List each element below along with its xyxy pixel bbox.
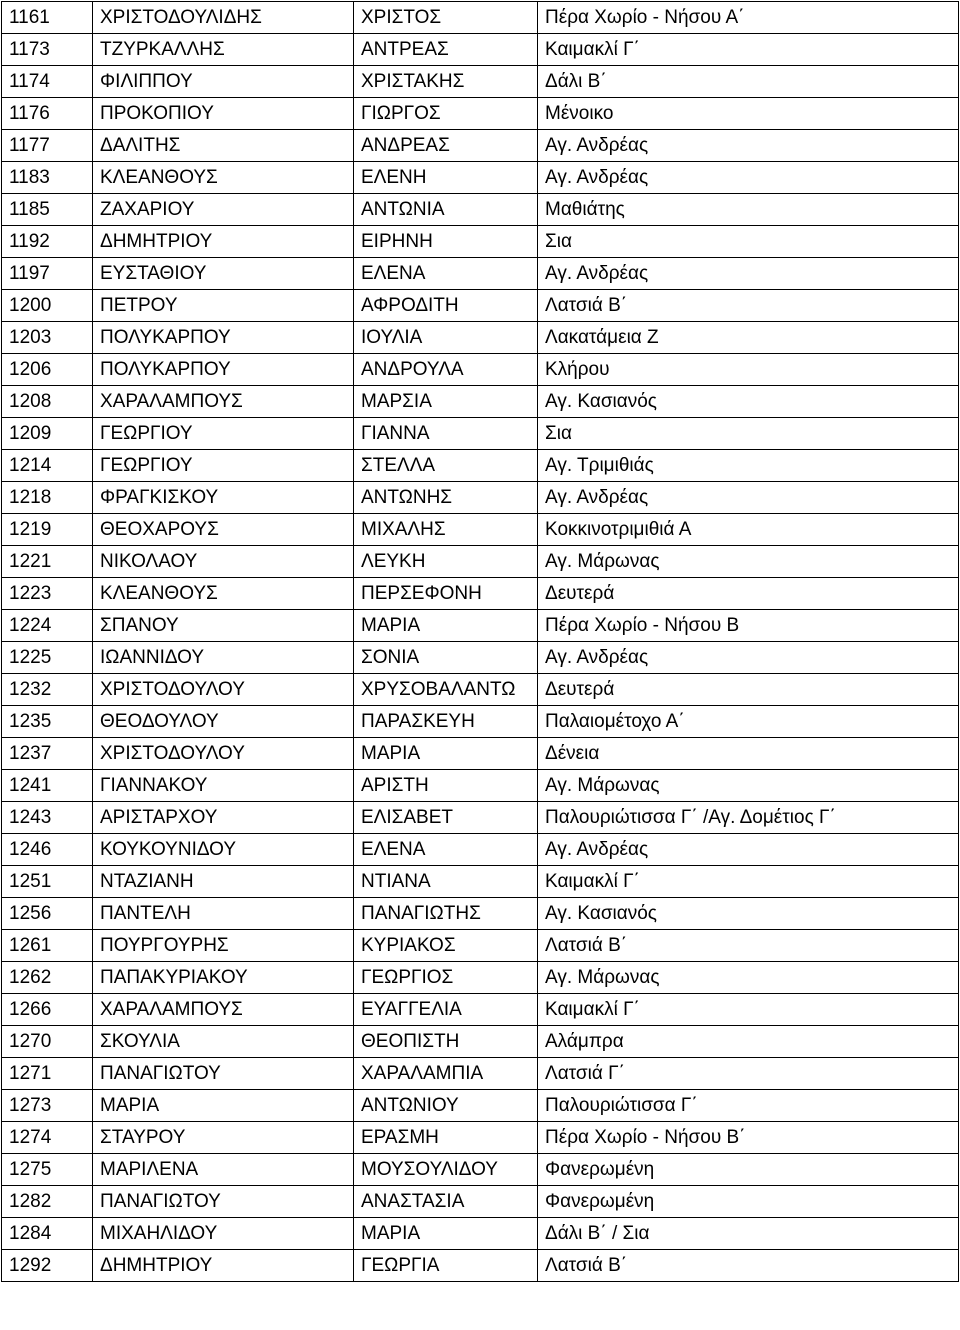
- area-cell: Κοκκινοτριμιθιά Α: [538, 514, 959, 546]
- area-cell: Αγ. Ανδρέας: [538, 162, 959, 194]
- table-row: [2, 482, 959, 514]
- registration-number-cell: 1185: [2, 194, 93, 226]
- table-row: [2, 834, 959, 866]
- area-cell: Παλαιομέτοχο Α΄: [538, 706, 959, 738]
- first-name-cell: ΜΑΡΙΑ: [354, 738, 538, 770]
- surname-cell: ΔΗΜΗΤΡΙΟΥ: [93, 1250, 354, 1282]
- surname-cell: ΧΡΙΣΤΟΔΟΥΛΟΥ: [93, 738, 354, 770]
- table-row: [2, 1218, 959, 1250]
- area-cell: Αγ. Τριμιθιάς: [538, 450, 959, 482]
- surname-cell: ΦΙΛΙΠΠΟΥ: [93, 66, 354, 98]
- table-row: [2, 866, 959, 898]
- registration-number-cell: 1256: [2, 898, 93, 930]
- first-name-cell: ΕΛΕΝΑ: [354, 258, 538, 290]
- registration-number-cell: 1251: [2, 866, 93, 898]
- registration-number-cell: 1221: [2, 546, 93, 578]
- table-row: [2, 930, 959, 962]
- first-name-cell: ΠΑΝΑΓΙΩΤΗΣ: [354, 898, 538, 930]
- area-cell: Λατσιά Γ΄: [538, 1058, 959, 1090]
- registration-number-cell: 1161: [2, 2, 93, 34]
- surname-cell: ΝΙΚΟΛΑΟΥ: [93, 546, 354, 578]
- area-cell: Αγ. Κασιανός: [538, 386, 959, 418]
- surname-cell: ΚΟΥΚΟΥΝΙΔΟΥ: [93, 834, 354, 866]
- area-cell: Αγ. Μάρωνας: [538, 770, 959, 802]
- area-cell: Αγ. Ανδρέας: [538, 130, 959, 162]
- first-name-cell: ΧΑΡΑΛΑΜΠΙΑ: [354, 1058, 538, 1090]
- registration-number-cell: 1176: [2, 98, 93, 130]
- first-name-cell: ΜΟΥΣΟΥΛΙΔΟΥ: [354, 1154, 538, 1186]
- surname-cell: ΜΙΧΑΗΛΙΔΟΥ: [93, 1218, 354, 1250]
- area-cell: Καιμακλί Γ΄: [538, 994, 959, 1026]
- surname-cell: ΠΕΤΡΟΥ: [93, 290, 354, 322]
- area-cell: Πέρα Χωρίο - Νήσου Α΄: [538, 2, 959, 34]
- registration-number-cell: 1203: [2, 322, 93, 354]
- surname-cell: ΔΗΜΗΤΡΙΟΥ: [93, 226, 354, 258]
- first-name-cell: ΕΡΑΣΜΗ: [354, 1122, 538, 1154]
- first-name-cell: ΑΡΙΣΤΗ: [354, 770, 538, 802]
- first-name-cell: ΓΕΩΡΓΙΑ: [354, 1250, 538, 1282]
- registration-number-cell: 1223: [2, 578, 93, 610]
- area-cell: Αγ. Ανδρέας: [538, 482, 959, 514]
- first-name-cell: ΓΙΑΝΝΑ: [354, 418, 538, 450]
- surname-cell: ΚΛΕΑΝΘΟΥΣ: [93, 162, 354, 194]
- first-name-cell: ΑΝΔΡΟΥΛΑ: [354, 354, 538, 386]
- table-row: [2, 610, 959, 642]
- surname-cell: ΧΡΙΣΤΟΔΟΥΛΟΥ: [93, 674, 354, 706]
- table-row: [2, 738, 959, 770]
- area-cell: Λατσιά Β΄: [538, 1250, 959, 1282]
- first-name-cell: ΑΝΤΩΝΗΣ: [354, 482, 538, 514]
- registration-number-cell: 1284: [2, 1218, 93, 1250]
- first-name-cell: ΚΥΡΙΑΚΟΣ: [354, 930, 538, 962]
- table-row: [2, 34, 959, 66]
- registration-number-cell: 1200: [2, 290, 93, 322]
- roster-table-body: [2, 2, 959, 1282]
- first-name-cell: ΣΟΝΙΑ: [354, 642, 538, 674]
- surname-cell: ΚΛΕΑΝΘΟΥΣ: [93, 578, 354, 610]
- table-row: [2, 354, 959, 386]
- surname-cell: ΠΑΝΑΓΙΩΤΟΥ: [93, 1186, 354, 1218]
- surname-cell: ΜΑΡΙΛΕΝΑ: [93, 1154, 354, 1186]
- table-row: [2, 770, 959, 802]
- registration-number-cell: 1243: [2, 802, 93, 834]
- first-name-cell: ΑΝΤΩΝΙΟΥ: [354, 1090, 538, 1122]
- registration-number-cell: 1177: [2, 130, 93, 162]
- first-name-cell: ΠΕΡΣΕΦΟΝΗ: [354, 578, 538, 610]
- area-cell: Αγ. Ανδρέας: [538, 642, 959, 674]
- first-name-cell: ΕΛΕΝΑ: [354, 834, 538, 866]
- surname-cell: ΠΟΛΥΚΑΡΠΟΥ: [93, 354, 354, 386]
- first-name-cell: ΜΙΧΑΛΗΣ: [354, 514, 538, 546]
- area-cell: Λακατάμεια Ζ: [538, 322, 959, 354]
- first-name-cell: ΧΡΙΣΤΑΚΗΣ: [354, 66, 538, 98]
- surname-cell: ΘΕΟΔΟΥΛΟΥ: [93, 706, 354, 738]
- surname-cell: ΠΡΟΚΟΠΙΟΥ: [93, 98, 354, 130]
- registration-number-cell: 1270: [2, 1026, 93, 1058]
- table-row: [2, 98, 959, 130]
- surname-cell: ΣΤΑΥΡΟΥ: [93, 1122, 354, 1154]
- area-cell: Κλήρου: [538, 354, 959, 386]
- area-cell: Λατσιά Β΄: [538, 290, 959, 322]
- surname-cell: ΠΑΝΑΓΙΩΤΟΥ: [93, 1058, 354, 1090]
- first-name-cell: ΕΥΑΓΓΕΛΙΑ: [354, 994, 538, 1026]
- surname-cell: ΠΟΛΥΚΑΡΠΟΥ: [93, 322, 354, 354]
- first-name-cell: ΓΙΩΡΓΟΣ: [354, 98, 538, 130]
- table-row: [2, 290, 959, 322]
- table-row: [2, 802, 959, 834]
- first-name-cell: ΑΝΑΣΤΑΣΙΑ: [354, 1186, 538, 1218]
- area-cell: Καιμακλί Γ΄: [538, 866, 959, 898]
- registration-number-cell: 1261: [2, 930, 93, 962]
- area-cell: Σια: [538, 418, 959, 450]
- area-cell: Καιμακλί Γ΄: [538, 34, 959, 66]
- registration-number-cell: 1235: [2, 706, 93, 738]
- area-cell: Λατσιά Β΄: [538, 930, 959, 962]
- surname-cell: ΣΠΑΝΟΥ: [93, 610, 354, 642]
- registration-number-cell: 1273: [2, 1090, 93, 1122]
- first-name-cell: ΕΙΡΗΝΗ: [354, 226, 538, 258]
- surname-cell: ΧΑΡΑΛΑΜΠΟΥΣ: [93, 994, 354, 1026]
- area-cell: Δευτερά: [538, 578, 959, 610]
- registration-number-cell: 1274: [2, 1122, 93, 1154]
- table-row: [2, 322, 959, 354]
- table-row: [2, 706, 959, 738]
- surname-cell: ΠΑΝΤΕΛΗ: [93, 898, 354, 930]
- table-row: [2, 994, 959, 1026]
- table-row: [2, 1122, 959, 1154]
- first-name-cell: ΜΑΡΙΑ: [354, 610, 538, 642]
- surname-cell: ΙΩΑΝΝΙΔΟΥ: [93, 642, 354, 674]
- surname-cell: ΠΟΥΡΓΟΥΡΗΣ: [93, 930, 354, 962]
- area-cell: Αγ. Μάρωνας: [538, 962, 959, 994]
- surname-cell: ΧΡΙΣΤΟΔΟΥΛΙΔΗΣ: [93, 2, 354, 34]
- registration-number-cell: 1214: [2, 450, 93, 482]
- registration-number-cell: 1192: [2, 226, 93, 258]
- area-cell: Σια: [538, 226, 959, 258]
- area-cell: Δευτερά: [538, 674, 959, 706]
- first-name-cell: ΘΕΟΠΙΣΤΗ: [354, 1026, 538, 1058]
- surname-cell: ΑΡΙΣΤΑΡΧΟΥ: [93, 802, 354, 834]
- surname-cell: ΦΡΑΓΚΙΣΚΟΥ: [93, 482, 354, 514]
- first-name-cell: ΠΑΡΑΣΚΕΥΗ: [354, 706, 538, 738]
- first-name-cell: ΕΛΙΣΑΒΕΤ: [354, 802, 538, 834]
- registration-number-cell: 1218: [2, 482, 93, 514]
- registration-number-cell: 1206: [2, 354, 93, 386]
- area-cell: Αγ. Ανδρέας: [538, 258, 959, 290]
- table-row: [2, 514, 959, 546]
- surname-cell: ΝΤΑΖΙΑΝΗ: [93, 866, 354, 898]
- registration-number-cell: 1197: [2, 258, 93, 290]
- first-name-cell: ΑΝΤΩΝΙΑ: [354, 194, 538, 226]
- area-cell: Αγ. Κασιανός: [538, 898, 959, 930]
- table-row: [2, 386, 959, 418]
- surname-cell: ΘΕΟΧΑΡΟΥΣ: [93, 514, 354, 546]
- table-row: [2, 642, 959, 674]
- surname-cell: ΜΑΡΙΑ: [93, 1090, 354, 1122]
- registration-number-cell: 1266: [2, 994, 93, 1026]
- registration-number-cell: 1183: [2, 162, 93, 194]
- table-row: [2, 450, 959, 482]
- table-row: [2, 1058, 959, 1090]
- table-row: [2, 1250, 959, 1282]
- table-row: [2, 66, 959, 98]
- table-row: [2, 1026, 959, 1058]
- surname-cell: ΧΑΡΑΛΑΜΠΟΥΣ: [93, 386, 354, 418]
- registration-number-cell: 1209: [2, 418, 93, 450]
- area-cell: Αγ. Μάρωνας: [538, 546, 959, 578]
- registration-number-cell: 1262: [2, 962, 93, 994]
- first-name-cell: ΣΤΕΛΛΑ: [354, 450, 538, 482]
- surname-cell: ΤΖΥΡΚΑΛΛΗΣ: [93, 34, 354, 66]
- table-row: [2, 258, 959, 290]
- area-cell: Μαθιάτης: [538, 194, 959, 226]
- table-row: [2, 1154, 959, 1186]
- registration-number-cell: 1219: [2, 514, 93, 546]
- surname-cell: ΓΕΩΡΓΙΟΥ: [93, 418, 354, 450]
- table-row: [2, 130, 959, 162]
- surname-cell: ΖΑΧΑΡΙΟΥ: [93, 194, 354, 226]
- area-cell: Παλουριώτισσα Γ΄ /Αγ. Δομέτιος Γ΄: [538, 802, 959, 834]
- table-row: [2, 226, 959, 258]
- area-cell: Φανερωμένη: [538, 1154, 959, 1186]
- table-row: [2, 1186, 959, 1218]
- surname-cell: ΓΕΩΡΓΙΟΥ: [93, 450, 354, 482]
- first-name-cell: ΙΟΥΛΙΑ: [354, 322, 538, 354]
- roster-table: [1, 1, 959, 1282]
- area-cell: Δάλι Β΄: [538, 66, 959, 98]
- surname-cell: ΠΑΠΑΚΥΡΙΑΚΟΥ: [93, 962, 354, 994]
- surname-cell: ΔΑΛΙΤΗΣ: [93, 130, 354, 162]
- table-row: [2, 194, 959, 226]
- table-row: [2, 162, 959, 194]
- registration-number-cell: 1292: [2, 1250, 93, 1282]
- first-name-cell: ΑΝΔΡΕΑΣ: [354, 130, 538, 162]
- first-name-cell: ΜΑΡΙΑ: [354, 1218, 538, 1250]
- registration-number-cell: 1282: [2, 1186, 93, 1218]
- first-name-cell: ΛΕΥΚΗ: [354, 546, 538, 578]
- table-row: [2, 1090, 959, 1122]
- area-cell: Δένεια: [538, 738, 959, 770]
- first-name-cell: ΑΦΡΟΔΙΤΗ: [354, 290, 538, 322]
- table-row: [2, 546, 959, 578]
- registration-number-cell: 1173: [2, 34, 93, 66]
- area-cell: Παλουριώτισσα Γ΄: [538, 1090, 959, 1122]
- first-name-cell: ΓΕΩΡΓΙΟΣ: [354, 962, 538, 994]
- registration-number-cell: 1232: [2, 674, 93, 706]
- table-row: [2, 418, 959, 450]
- table-row: [2, 898, 959, 930]
- area-cell: Μένοικο: [538, 98, 959, 130]
- area-cell: Πέρα Χωρίο - Νήσου Β΄: [538, 1122, 959, 1154]
- first-name-cell: ΧΡΥΣΟΒΑΛΑΝΤΩ: [354, 674, 538, 706]
- first-name-cell: ΝΤΙΑΝΑ: [354, 866, 538, 898]
- table-row: [2, 578, 959, 610]
- registration-number-cell: 1275: [2, 1154, 93, 1186]
- area-cell: Πέρα Χωρίο - Νήσου Β: [538, 610, 959, 642]
- area-cell: Αγ. Ανδρέας: [538, 834, 959, 866]
- surname-cell: ΣΚΟΥΛΙΑ: [93, 1026, 354, 1058]
- first-name-cell: ΑΝΤΡΕΑΣ: [354, 34, 538, 66]
- first-name-cell: ΕΛΕΝΗ: [354, 162, 538, 194]
- first-name-cell: ΧΡΙΣΤΟΣ: [354, 2, 538, 34]
- registration-number-cell: 1271: [2, 1058, 93, 1090]
- registration-number-cell: 1225: [2, 642, 93, 674]
- area-cell: Αλάμπρα: [538, 1026, 959, 1058]
- registration-number-cell: 1241: [2, 770, 93, 802]
- area-cell: Φανερωμένη: [538, 1186, 959, 1218]
- registration-number-cell: 1246: [2, 834, 93, 866]
- registration-number-cell: 1224: [2, 610, 93, 642]
- surname-cell: ΕΥΣΤΑΘΙΟΥ: [93, 258, 354, 290]
- table-row: [2, 2, 959, 34]
- registration-number-cell: 1174: [2, 66, 93, 98]
- first-name-cell: ΜΑΡΣΙΑ: [354, 386, 538, 418]
- registration-number-cell: 1237: [2, 738, 93, 770]
- area-cell: Δάλι Β΄ / Σια: [538, 1218, 959, 1250]
- table-row: [2, 674, 959, 706]
- registration-number-cell: 1208: [2, 386, 93, 418]
- table-row: [2, 962, 959, 994]
- surname-cell: ΓΙΑΝΝΑΚΟΥ: [93, 770, 354, 802]
